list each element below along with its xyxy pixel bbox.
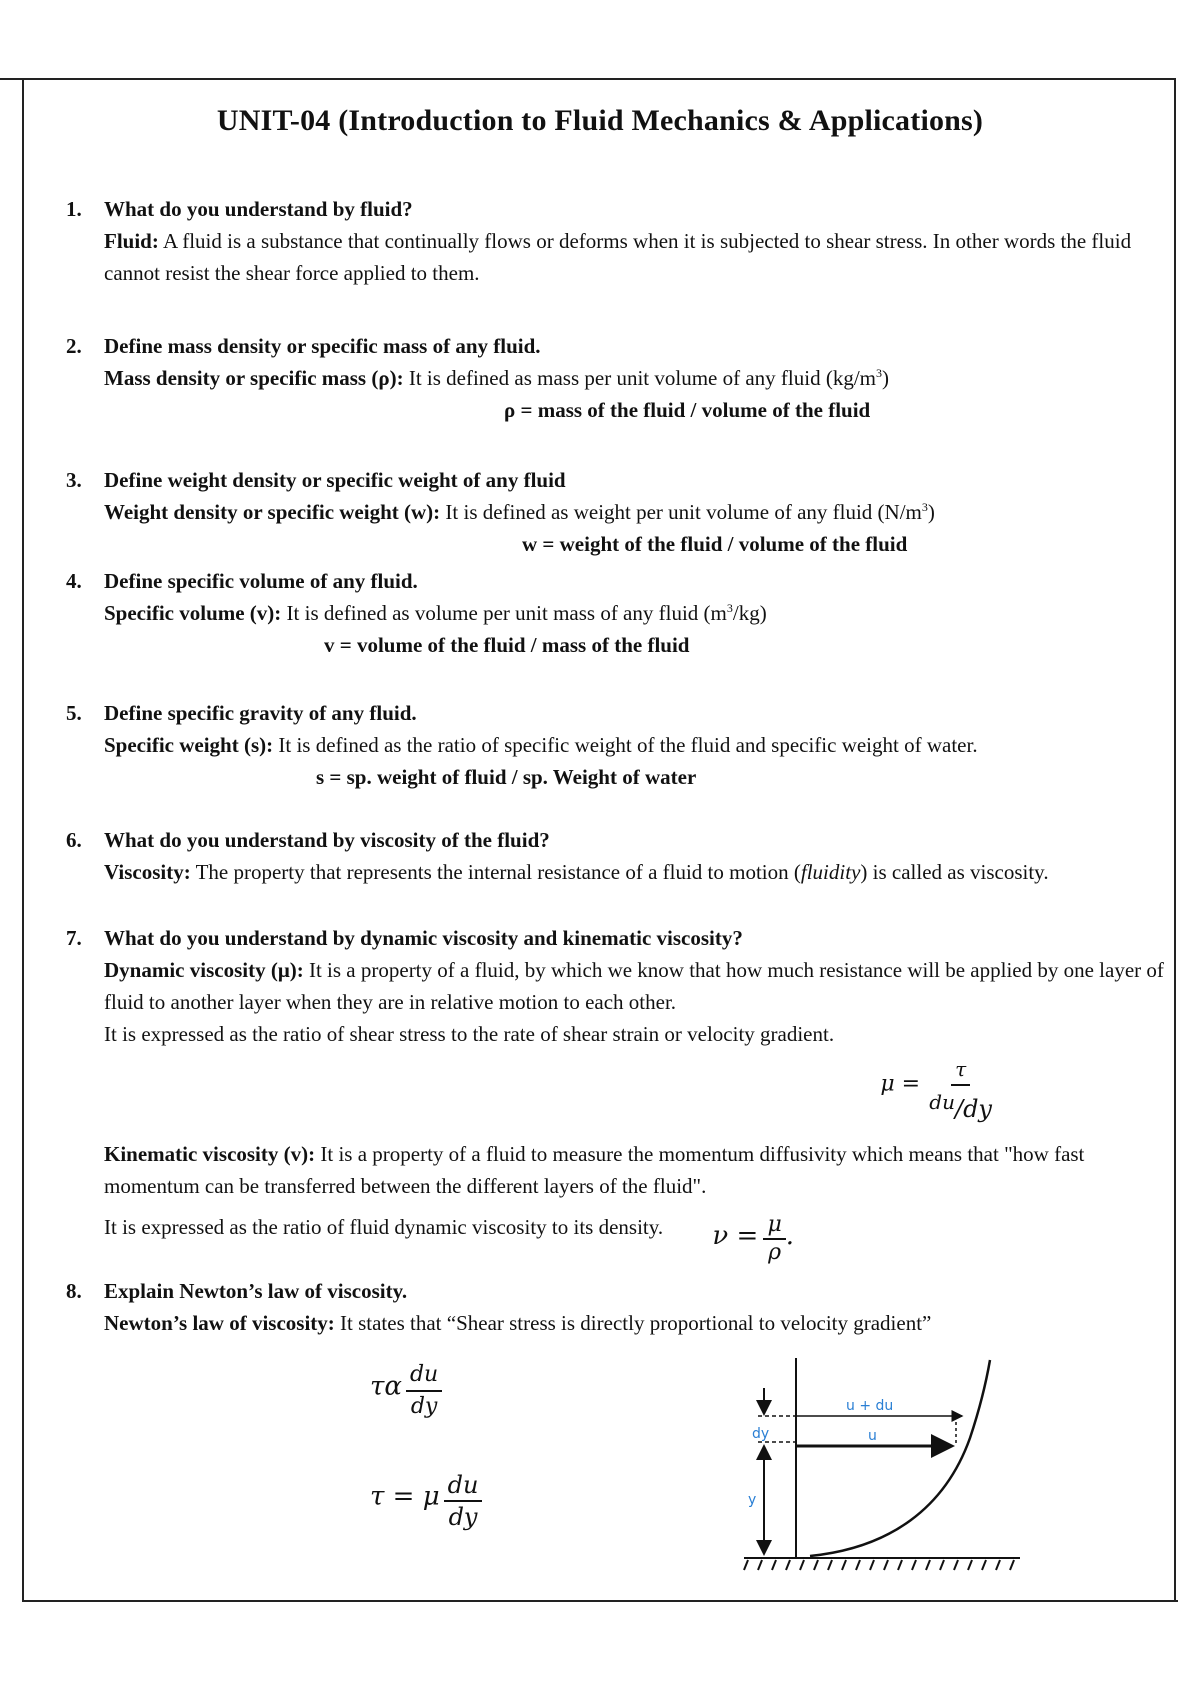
answer-body: The property that represents the internal resistance of a fluid to motion ( xyxy=(190,860,801,884)
equation-denominator xyxy=(925,1086,996,1123)
question-2 xyxy=(66,330,1176,426)
question-5 xyxy=(66,697,1176,793)
unit-superscript: 3 xyxy=(876,366,882,380)
question-text: Define specific gravity of any fluid. xyxy=(104,701,417,725)
equation-numerator: τ xyxy=(951,1054,970,1086)
answer-body: It is defined as volume per unit mass of any fluid (m xyxy=(281,601,727,625)
question-text: Define weight density or specific weight of any fluid xyxy=(104,468,566,492)
unit-close: /kg) xyxy=(732,601,767,625)
equation-tail: . xyxy=(785,1220,795,1251)
answer-body: It is a property of a fluid, by which we know that how much resistance will be applied by one layer of fluid to another layer when they are in relative motion to each other. xyxy=(104,958,1164,1014)
proportionality-equation xyxy=(370,1360,442,1422)
answer-emphasis: fluidity xyxy=(800,860,861,884)
answer-text xyxy=(104,225,1176,289)
label-u: u xyxy=(868,1428,877,1444)
equation-fraction xyxy=(763,1212,785,1266)
question-text: What do you understand by viscosity of the fluid? xyxy=(104,828,550,852)
equation-numerator: μ xyxy=(763,1212,785,1240)
answer-text xyxy=(104,362,1176,394)
equation-lhs: μ = xyxy=(880,1071,921,1097)
question-number: 3. xyxy=(66,468,82,492)
equation-lhs: ν = xyxy=(712,1220,759,1251)
question-4 xyxy=(66,565,1176,661)
question-number: 1. xyxy=(66,197,82,221)
answer-body: It is defined as weight per unit volume of any fluid (N/m xyxy=(440,500,922,524)
kinematic-viscosity-equation xyxy=(712,1212,794,1266)
answer-text xyxy=(104,729,1176,761)
formula: w = weight of the fluid / volume of the fluid xyxy=(522,532,908,556)
answer-term: Weight density or specific weight (w): xyxy=(104,500,441,524)
answer-term: Specific volume (v): xyxy=(104,601,282,625)
unit-close: ) xyxy=(882,366,889,390)
answer-body: A fluid is a substance that continually flows or deforms when it is subjected to shear stress. In other words the fluid cannot resist the shear force applied to them. xyxy=(104,229,1132,285)
question-number: 5. xyxy=(66,701,82,725)
ground-hatch xyxy=(744,1560,1014,1570)
answer-term: Fluid: xyxy=(104,229,159,253)
question-text: What do you understand by fluid? xyxy=(104,197,413,221)
equation-den-a: du xyxy=(929,1090,955,1114)
answer-text xyxy=(104,597,1176,629)
answer-body-4: It is expressed as the ratio of fluid dynamic viscosity to its density. xyxy=(104,1214,664,1239)
answer-body: It is defined as the ratio of specific weight of the fluid and specific weight of water. xyxy=(273,733,978,757)
question-number: 8. xyxy=(66,1279,82,1303)
unit-superscript: 3 xyxy=(921,500,928,514)
answer-term: Mass density or specific mass (ρ): xyxy=(104,366,404,390)
label-dy: dy xyxy=(752,1426,770,1442)
answer-text-4 xyxy=(104,1202,1176,1265)
unit-superscript: 3 xyxy=(726,601,733,615)
velocity-profile-curve xyxy=(810,1360,990,1556)
question-1 xyxy=(66,193,1176,289)
answer-term: Viscosity: xyxy=(104,860,191,884)
question-7 xyxy=(66,922,1176,1265)
equation-denominator: ρ xyxy=(768,1240,782,1265)
equation-denominator: dy xyxy=(448,1503,478,1531)
dynamic-viscosity-equation xyxy=(104,1054,1176,1130)
question-text: Define specific volume of any fluid. xyxy=(104,569,418,593)
label-y: y xyxy=(748,1492,757,1508)
answer-term-2: Kinematic viscosity (v): xyxy=(104,1142,316,1166)
equation-lhs: τα xyxy=(370,1371,402,1402)
question-text: Define mass density or specific mass of any fluid. xyxy=(104,334,541,358)
label-u-du: u + du xyxy=(846,1398,894,1414)
answer-text-2: It is expressed as the ratio of shear stress to the rate of shear strain or velocity gradient. xyxy=(104,1022,835,1046)
unit-close: ) xyxy=(927,500,935,524)
answer-term: Specific weight (s): xyxy=(104,733,274,757)
answer-term: Dynamic viscosity (μ): xyxy=(104,958,304,982)
question-number: 2. xyxy=(66,334,82,358)
equation-fraction xyxy=(925,1054,996,1123)
equation-fraction xyxy=(444,1470,483,1532)
newton-equation xyxy=(370,1470,482,1532)
equation-numerator: du xyxy=(406,1360,442,1392)
question-number: 7. xyxy=(66,926,82,950)
question-number: 4. xyxy=(66,569,82,593)
equation-numerator: du xyxy=(444,1470,483,1502)
equation-den-b: /dy xyxy=(954,1095,992,1123)
question-number: 6. xyxy=(66,828,82,852)
page-title: UNIT-04 (Introduction to Fluid Mechanics & Applications) xyxy=(216,104,984,137)
answer-body: It is defined as mass per unit volume of any fluid (kg/m xyxy=(403,366,876,390)
question-text: Explain Newton’s law of viscosity. xyxy=(104,1279,408,1303)
question-text: What do you understand by dynamic viscosity and kinematic viscosity? xyxy=(104,926,743,950)
equation-denominator: dy xyxy=(410,1394,438,1419)
velocity-profile-diagram xyxy=(740,1358,1030,1578)
answer-text xyxy=(104,1307,1176,1339)
answer-text xyxy=(104,856,1176,888)
equation-fraction xyxy=(406,1360,442,1422)
formula: v = volume of the fluid / mass of the fluid xyxy=(324,633,690,657)
answer-text-3 xyxy=(104,1138,1176,1202)
answer-term: Newton’s law of viscosity: xyxy=(104,1311,335,1335)
answer-body-end: ) is called as viscosity. xyxy=(860,860,1049,884)
answer-text xyxy=(104,496,1176,528)
equation-lhs: τ = μ xyxy=(370,1481,440,1512)
formula: ρ = mass of the fluid / volume of the fluid xyxy=(504,398,871,422)
answer-body-3: It is a property of a fluid to measure the momentum diffusivity which means that "how fast momentum can be transferred between the different layers of the fluid". xyxy=(104,1142,1085,1198)
answer-text xyxy=(104,954,1176,1018)
answer-body: It states that “Shear stress is directly proportional to velocity gradient” xyxy=(334,1311,932,1335)
question-8 xyxy=(66,1275,1176,1339)
formula: s = sp. weight of fluid / sp. Weight of water xyxy=(316,765,697,789)
question-6 xyxy=(66,824,1176,888)
question-3 xyxy=(66,464,1176,560)
